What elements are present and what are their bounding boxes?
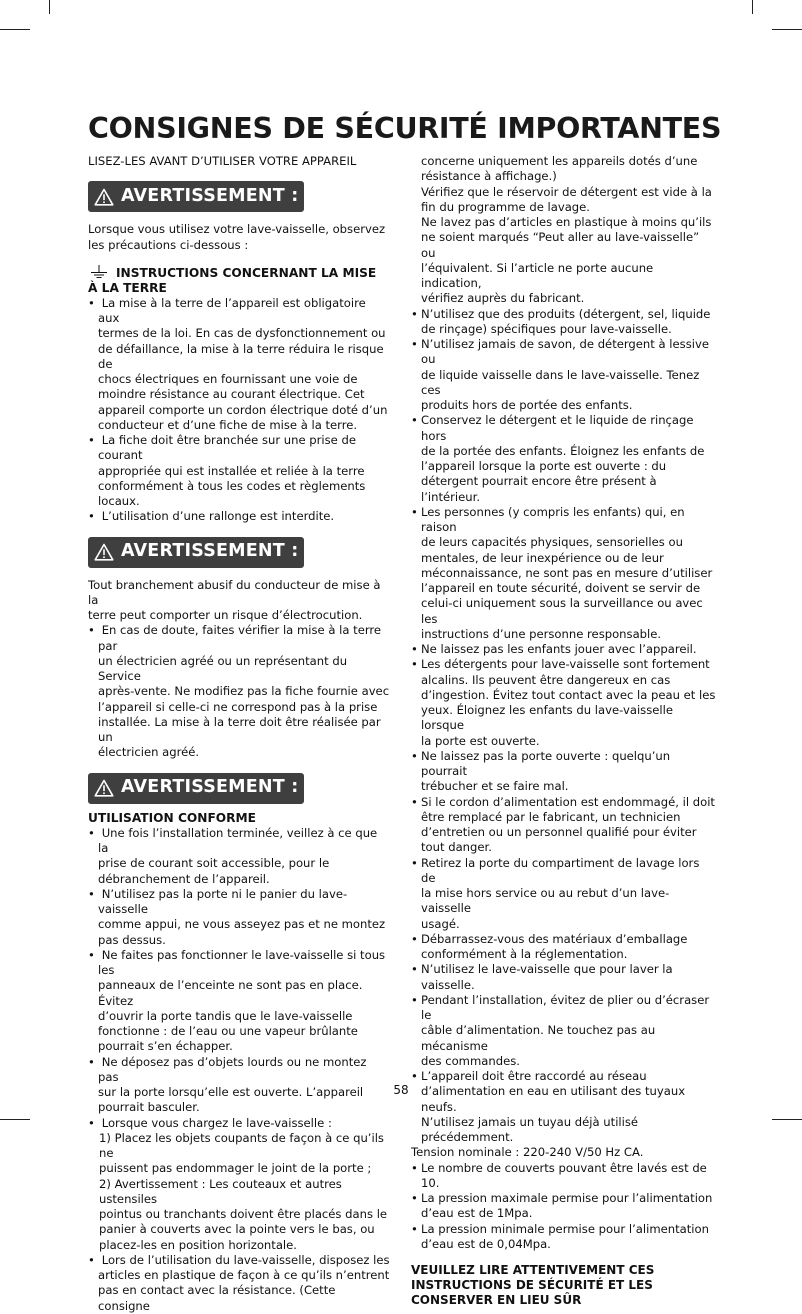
list-item: • Le nombre de couverts pouvant être lavés est de 10.	[411, 1161, 716, 1192]
list-item: • Ne laissez pas la porte ouverte : quelqu’un pourrait trébucher et se faire mal.	[411, 749, 716, 795]
list-item: • N’utilisez jamais de savon, de détergent à lessive ou de liquide vaisselle dans le lave-vaisselle. Tenez ces produits hors de portée des enfants.	[411, 337, 716, 413]
list-item: • N’utilisez le lave-vaisselle que pour laver la vaisselle.	[411, 962, 716, 993]
list-item: • Conservez le détergent et le liquide de rinçage hors de la portée des enfants. Éloignez les enfants de l’appareil lorsque la porte est ouverte : du détergent pourrait encore être présent à l’intérieur.	[411, 413, 716, 505]
list-item: • Ne laissez pas les enfants jouer avec l’appareil.	[411, 642, 716, 657]
intro-text: LISEZ-LES AVANT D’UTILISER VOTRE APPAREIL	[88, 154, 357, 168]
crop-mark	[772, 1119, 802, 1120]
crop-mark	[772, 29, 802, 30]
crop-mark	[752, 0, 753, 14]
page-number: 58	[393, 1083, 409, 1097]
warning-triangle-icon	[94, 188, 114, 206]
warning-label: AVERTISSEMENT :	[121, 777, 299, 798]
closing-notice: VEUILLEZ LIRE ATTENTIVEMENT CES INSTRUCTIONS DE SÉCURITÉ ET LES CONSERVER EN LIEU SÛR	[411, 1263, 655, 1307]
list-item: • Ne déposez pas d’objets lourds ou ne montez pas sur la porte lorsqu’elle est ouverte. L’appareil pourrait basculer.	[88, 1055, 390, 1116]
list-item: • Retirez la porte du compartiment de lavage lors de la mise hors service ou au rebut d’un lave-vaisselle usagé.	[411, 856, 716, 932]
voltage-spec: Tension nominale : 220-240 V/50 Hz CA.	[411, 1145, 644, 1160]
warning-banner	[88, 537, 304, 568]
list-item: • Lorsque vous chargez le lave-vaisselle :	[88, 1116, 390, 1131]
list-item: • La fiche doit être branchée sur une prise de courant appropriée qui est installée et reliée à la terre conformément à tous les codes et règlements locaux.	[88, 433, 390, 509]
warning-triangle-icon	[94, 543, 114, 561]
warning-label: AVERTISSEMENT :	[121, 541, 299, 562]
page-title: CONSIGNES DE SÉCURITÉ IMPORTANTES	[88, 112, 722, 145]
use-heading: UTILISATION CONFORME	[88, 810, 256, 825]
list-item: • En cas de doute, faites vérifier la mise à la terre par un électricien agréé ou un représentant du Service après-vente. Ne modifiez pas la fiche fournie avec l’appareil si celle-ci ne correspond pas à la prise installée. La mise à la terre doit être réalisée par un électricien agréé.	[88, 623, 390, 760]
list-item: • Les détergents pour lave-vaisselle sont fortement alcalins. Ils peuvent être dangereux en cas d’ingestion. Évitez tout contact avec la peau et les yeux. Éloignez les enfants du lave-vaisselle lorsque la porte est ouverte.	[411, 657, 716, 749]
list-item: • N’utilisez que des produits (détergent, sel, liquide de rinçage) spécifiques pour lave-vaisselle.	[411, 307, 716, 338]
continuation-text: concerne uniquement les appareils dotés d’une résistance à affichage.) Vérifiez que le réservoir de détergent est vide à la fin du programme de lavage. Ne lavez pas d’articles en plastique à moins qu’ils ne soient marqués “Peut aller au lave-vaisselle” ou l’équivalent. Si l’article ne porte aucune indication, vérifiez auprès du fabricant.	[421, 154, 712, 306]
list-item: • Débarrassez-vous des matériaux d’emballage conformément à la réglementation.	[411, 932, 716, 963]
list-item: • N’utilisez pas la porte ni le panier du lave-vaisselle comme appui, ne vous asseyez pas et ne montez pas dessus.	[88, 887, 390, 948]
list-item: • La mise à la terre de l’appareil est obligatoire aux termes de la loi. En cas de dysfonctionnement ou de défaillance, la mise à la terre réduira le risque de chocs électriques en fournissant une voie de moindre résistance au courant électrique. Cet appareil comporte un cordon électrique doté d’un conducteur et d’une fiche de mise à la terre.	[88, 296, 390, 433]
list-item: • La pression maximale permise pour l’alimentation d’eau est de 1Mpa.	[411, 1191, 716, 1222]
list-item: • Pendant l’installation, évitez de plier ou d’écraser le câble d’alimentation. Ne touchez pas au mécanisme des commandes.	[411, 993, 716, 1069]
observe-line: les précautions ci-dessous :	[88, 237, 249, 252]
warning-triangle-icon	[94, 779, 114, 797]
loading-instructions: 1) Placez les objets coupants de façon à ce qu’ils ne puissent pas endommager le joint de la porte ; 2) Avertissement : Les couteaux et autres ustensiles pointus ou tranchants doivent être placés dans le panier à couverts avec la pointe vers le bas, ou placez-les en position horizontale.	[99, 1130, 388, 1252]
earth-ground-icon	[88, 265, 110, 279]
list-item: • L’utilisation d’une rallonge est interdite.	[88, 509, 390, 524]
warning-banner	[88, 181, 304, 212]
list-item: • La pression minimale permise pour l’alimentation d’eau est de 0,04Mpa.	[411, 1222, 716, 1253]
list-item: • Les personnes (y compris les enfants) qui, en raison de leurs capacités physiques, sensorielles ou mentales, de leur inexpérience ou de leur méconnaissance, ne sont pas en mesure d’utiliser l’appareil en toute sécurité, doivent se servir de celui-ci uniquement sous la surveillance ou avec les instructions d’une personne responsable.	[411, 505, 716, 642]
left-column	[88, 154, 390, 1314]
crop-mark	[49, 0, 50, 14]
right-column	[411, 154, 716, 1308]
warning-label: AVERTISSEMENT :	[121, 186, 299, 207]
misuse-line: terre peut comporter un risque d’électrocution.	[88, 608, 363, 622]
warning-banner	[88, 773, 304, 804]
list-item: • Une fois l’installation terminée, veillez à ce que la prise de courant soit accessible, pour le débranchement de l’appareil.	[88, 826, 390, 887]
misuse-line: Tout branchement abusif du conducteur de mise à la	[88, 577, 381, 607]
crop-mark	[0, 1119, 30, 1120]
observe-line: Lorsque vous utilisez votre lave-vaisselle, observez	[88, 222, 386, 237]
list-item: • Si le cordon d’alimentation est endommagé, il doit être remplacé par le fabricant, un technicien d’entretien ou un personnel qualifié pour éviter tout danger.	[411, 795, 716, 856]
earth-heading-2: À LA TERRE	[88, 280, 167, 295]
list-item: • L’appareil doit être raccordé au réseau d’alimentation en eau en utilisant des tuyaux neufs. N’utilisez jamais un tuyau déjà utilisé précédemment.	[411, 1069, 716, 1145]
list-item: • Ne faites pas fonctionner le lave-vaisselle si tous les panneaux de l’enceinte ne sont pas en place. Évitez d’ouvrir la porte tandis que le lave-vaisselle fonctionne : de l’eau ou une vapeur brûlante pourrait s’en échapper.	[88, 948, 390, 1055]
crop-mark	[0, 29, 30, 30]
earth-heading: INSTRUCTIONS CONCERNANT LA MISE	[88, 265, 390, 281]
list-item: • Lors de l’utilisation du lave-vaisselle, disposez les articles en plastique de façon à ce qu’ils n’entrent pas en contact avec la résistance. (Cette consigne	[88, 1253, 390, 1314]
